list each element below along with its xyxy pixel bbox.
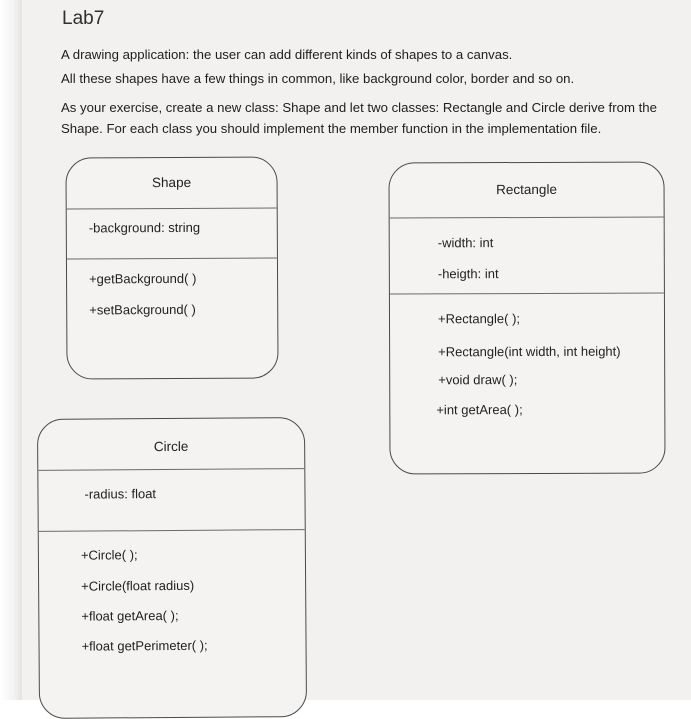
rectangle-attribute-width: -width: int [437,235,494,251]
page-edge-shadow [0,0,22,700]
rectangle-method-draw: +void draw( ); [438,372,518,388]
circle-class-box [37,417,307,719]
shape-attribute-background: -background: string [88,219,201,236]
rectangle-name-separator [390,217,664,219]
shape-method-getbackground: +getBackground( ) [89,270,197,287]
rectangle-method-constructor: +Rectangle(int width, int height) [438,343,621,360]
rectangle-method-default-constructor: +Rectangle( ); [437,311,521,327]
shape-name-separator [67,207,277,209]
circle-method-default-constructor: +Circle( ); [80,547,138,563]
circle-attribute-radius: -radius: float [84,486,157,502]
exercise-line-2: Shape. For each class you should implement the member function in the implementation file. [61,121,602,136]
rectangle-attribute-separator [390,293,664,295]
rectangle-method-getarea: +int getArea( ); [436,402,523,418]
intro-line-1: A drawing application: the user can add different kinds of shapes to a canvas. [61,47,513,62]
shape-method-setbackground: +setBackground( ) [89,301,196,318]
shape-class-name: Shape [151,174,192,191]
shape-class-box [65,156,278,379]
exercise-line-1: As your exercise, create a new class: Shape and let two classes: Rectangle and Circle derive from the [61,100,657,115]
shape-attribute-separator [67,257,277,259]
circle-name-separator [38,468,304,471]
rectangle-class-box [388,162,665,475]
circle-attribute-separator [39,529,305,532]
lab-title: Lab7 [62,8,105,29]
rectangle-attribute-height: -heigth: int [437,266,499,282]
circle-method-getarea: +float getArea( ); [81,607,179,624]
circle-class-name: Circle [153,438,189,455]
circle-method-constructor: +Circle(float radius) [81,577,195,594]
rectangle-class-name: Rectangle [496,181,557,198]
intro-line-2: All these shapes have a few things in common, like background color, border and so on. [61,71,575,86]
circle-method-getperimeter: +float getPerimeter( ); [81,637,208,654]
